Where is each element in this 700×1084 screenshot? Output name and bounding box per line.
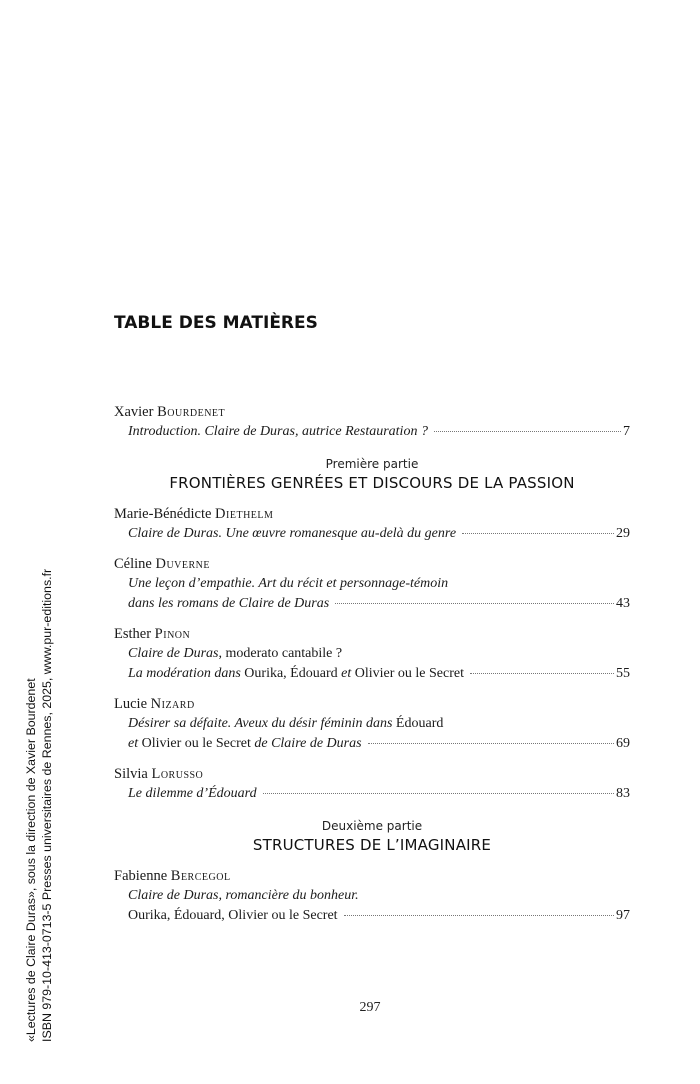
- part-heading-2: [114, 818, 630, 856]
- toc-line[interactable]: [114, 734, 630, 754]
- page-number: 7: [623, 424, 630, 439]
- dot-leader: [263, 792, 614, 794]
- page-number: 97: [616, 908, 630, 923]
- toc-entry: [114, 764, 630, 804]
- author-name: Céline Duverne: [114, 556, 211, 572]
- toc-entry: [114, 866, 630, 926]
- part-label: Deuxième partie: [321, 819, 423, 833]
- page-number: 69: [616, 736, 630, 751]
- toc-line[interactable]: [114, 906, 630, 926]
- chapter-title-cont: La modération dans Ourika, Édouard et Olivier ou le Secret: [128, 666, 464, 681]
- table-of-contents: [114, 402, 630, 936]
- part-label: Première partie: [325, 457, 419, 471]
- author-name: Marie-Bénédicte Diethelm: [114, 506, 274, 522]
- toc-line[interactable]: [114, 594, 630, 614]
- chapter-title-cont: Ourika, Édouard, Olivier ou le Secret: [128, 908, 338, 923]
- dot-leader: [368, 742, 614, 744]
- part-heading-1: [114, 456, 630, 494]
- sidebar-line-isbn: ISBN 979-10-413-0713-5 Presses universitaires de Rennes, 2025, www.pur-editions.fr: [39, 568, 54, 1042]
- toc-line[interactable]: [114, 886, 630, 906]
- chapter-title-cont: dans les romans de Claire de Duras: [128, 596, 330, 611]
- toc-line[interactable]: [114, 664, 630, 684]
- part-title: FRONTIÈRES GENRÉES ET DISCOURS DE LA PASSION: [169, 474, 575, 492]
- chapter-title: Introduction. Claire de Duras, autrice Restauration ?: [128, 424, 428, 439]
- chapter-title: Claire de Duras. Une œuvre romanesque au-delà du genre: [128, 526, 457, 541]
- page-number: 29: [616, 526, 630, 541]
- author-name: Silvia Lorusso: [114, 766, 204, 782]
- toc-entry: [114, 504, 630, 544]
- page-folio: 297: [359, 1000, 381, 1015]
- toc-entry: [114, 624, 630, 684]
- toc-line[interactable]: [114, 422, 630, 442]
- chapter-title: Le dilemme d’Édouard: [128, 786, 257, 801]
- author-name: Xavier Bourdenet: [114, 404, 226, 420]
- copyright-sidebar: [24, 569, 55, 1042]
- page-number: 83: [616, 786, 630, 801]
- chapter-title: Désirer sa défaite. Aveux du désir féminin dans Édouard: [128, 716, 444, 731]
- toc-line[interactable]: [114, 524, 630, 544]
- toc-line[interactable]: [114, 644, 630, 664]
- dot-leader: [344, 914, 614, 916]
- chapter-title: Claire de Duras, romancière du bonheur.: [128, 888, 359, 903]
- dot-leader: [470, 672, 614, 674]
- author-name: Lucie Nizard: [114, 696, 195, 712]
- sidebar-line-book: «Lectures de Claire Duras», sous la direction de Xavier Bourdenet: [24, 678, 38, 1042]
- author-name: Esther Pinon: [114, 626, 191, 642]
- author-name: Fabienne Bercegol: [114, 868, 231, 884]
- chapter-title: Une leçon d’empathie. Art du récit et personnage-témoin: [128, 576, 449, 591]
- toc-line[interactable]: [114, 714, 630, 734]
- toc-line[interactable]: [114, 574, 630, 594]
- part-title: STRUCTURES DE L’IMAGINAIRE: [252, 836, 492, 854]
- toc-entry: [114, 694, 630, 754]
- dot-leader: [434, 430, 621, 432]
- page-number: 55: [616, 666, 630, 681]
- toc-entry-intro: [114, 402, 630, 442]
- dot-leader: [462, 532, 614, 534]
- toc-line[interactable]: [114, 784, 630, 804]
- page-title: TABLE DES MATIÈRES: [114, 313, 318, 333]
- chapter-title: Claire de Duras, moderato cantabile ?: [128, 646, 343, 661]
- dot-leader: [335, 602, 614, 604]
- toc-entry: [114, 554, 630, 614]
- chapter-title-cont: et Olivier ou le Secret de Claire de Duras: [128, 736, 362, 751]
- page-number: 43: [616, 596, 630, 611]
